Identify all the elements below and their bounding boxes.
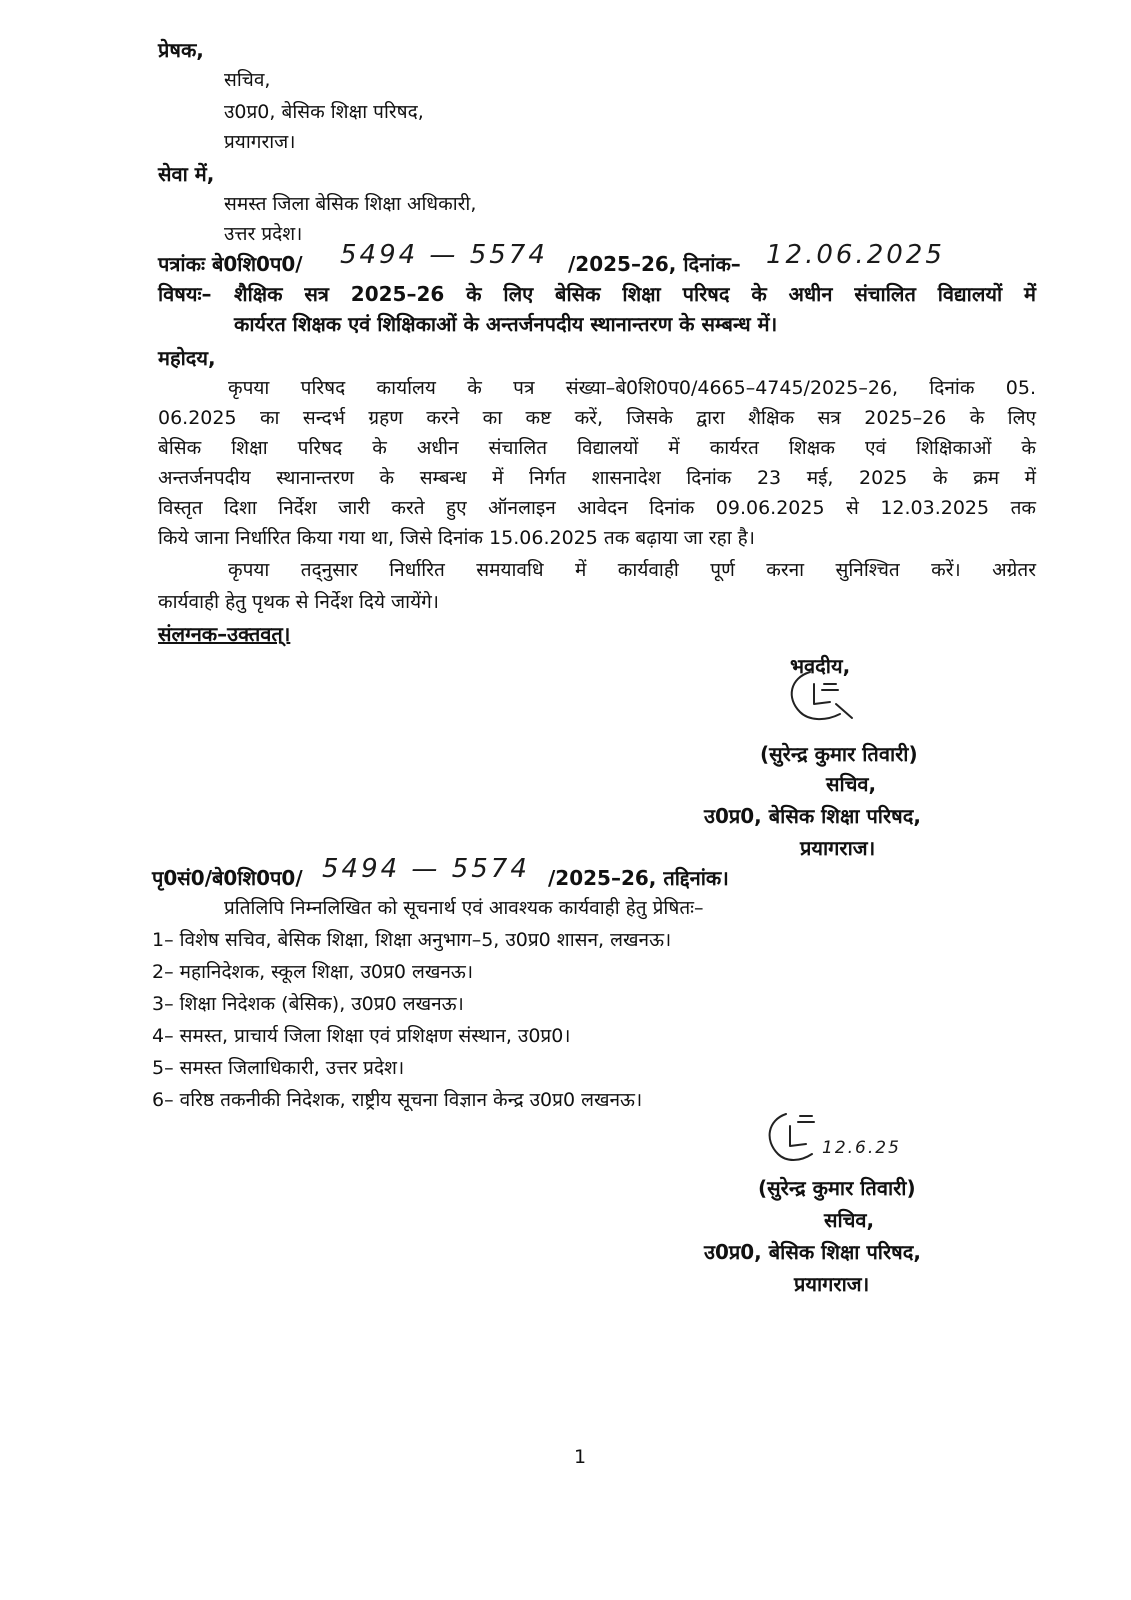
body-line: किये जाना निर्धारित किया गया था, जिसे दिनांक 15.06.2025 तक बढ़ाया जा रहा है। bbox=[158, 527, 755, 549]
recipient-label: सेवा में, bbox=[158, 162, 215, 186]
copy-list-item: 5– समस्त जिलाधिकारी, उत्तर प्रदेश। bbox=[152, 1057, 405, 1079]
signatory-name: (सुरेन्द्र कुमार तिवारी) bbox=[758, 1176, 916, 1200]
body-line: विस्तृत दिशा निर्देश जारी करते हुए ऑनलाइन आवेदन दिनांक 09.06.2025 से 12.03.2025 तक bbox=[158, 497, 1036, 519]
recipient-line: समस्त जिला बेसिक शिक्षा अधिकारी, bbox=[224, 193, 477, 215]
signatory-city: प्रयागराज। bbox=[794, 1272, 870, 1296]
signature-2 bbox=[760, 1108, 830, 1168]
copy-intro: प्रतिलिपि निम्नलिखित को सूचनार्थ एवं आवश्यक कार्यवाही हेतु प्रेषितः– bbox=[224, 897, 704, 919]
body-line: कृपया तद्नुसार निर्धारित समयावधि में कार्यवाही पूर्ण करना सुनिश्चित करें। अग्रेतर bbox=[228, 559, 1036, 581]
reference-session-date-label: /2025–26, दिनांक– bbox=[568, 252, 741, 276]
body-line: कृपया परिषद कार्यालय के पत्र संख्या–बे0शि0प0/4665–4745/2025–26, दिनांक 05. bbox=[228, 377, 1036, 399]
sender-label: प्रेषक, bbox=[158, 38, 204, 62]
page-number: 1 bbox=[573, 1446, 587, 1468]
signatory-designation: सचिव, bbox=[826, 772, 877, 796]
copy-list-item: 2– महानिदेशक, स्कूल शिक्षा, उ0प्र0 लखनऊ। bbox=[152, 961, 474, 983]
subject-label: विषयः– bbox=[158, 282, 212, 306]
copy-list-item: 4– समस्त, प्राचार्य जिला शिक्षा एवं प्रशिक्षण संस्थान, उ0प्र0। bbox=[152, 1025, 571, 1047]
body-line: कार्यवाही हेतु पृथक से निर्देश दिये जायेंगे। bbox=[158, 591, 439, 613]
copy-list-item: 3– शिक्षा निदेशक (बेसिक), उ0प्र0 लखनऊ। bbox=[152, 993, 464, 1015]
copy-list-item: 1– विशेष सचिव, बेसिक शिक्षा, शिक्षा अनुभाग–5, उ0प्र0 शासन, लखनऊ। bbox=[152, 929, 672, 951]
sender-line: उ0प्र0, बेसिक शिक्षा परिषद, bbox=[224, 101, 424, 123]
salutation: महोदय, bbox=[158, 346, 216, 370]
signatory-office: उ0प्र0, बेसिक शिक्षा परिषद, bbox=[704, 804, 921, 828]
signatory-name: (सुरेन्द्र कुमार तिवारी) bbox=[760, 742, 918, 766]
subject-line-2: कार्यरत शिक्षक एवं शिक्षिकाओं के अन्तर्जनपदीय स्थानान्तरण के सम्बन्ध में। bbox=[234, 312, 778, 336]
copy-list-item: 6– वरिष्ठ तकनीकी निदेशक, राष्ट्रीय सूचना विज्ञान केन्द्र उ0प्र0 लखनऊ। bbox=[152, 1089, 643, 1111]
body-line: अन्तर्जनपदीय स्थानान्तरण के सम्बन्ध में निर्गत शासनादेश दिनांक 23 मई, 2025 के क्रम में bbox=[158, 467, 1036, 489]
subject-line-1: शैक्षिक सत्र 2025–26 के लिए बेसिक शिक्षा परिषद के अधीन संचालित विद्यालयों में bbox=[234, 282, 1036, 306]
signature-1 bbox=[780, 668, 860, 728]
sender-line: प्रयागराज। bbox=[224, 131, 296, 153]
handwritten-letter-date: 12.06.2025 bbox=[766, 240, 945, 270]
signatory-designation: सचिव, bbox=[824, 1208, 875, 1232]
signatory-office: उ0प्र0, बेसिक शिक्षा परिषद, bbox=[704, 1240, 921, 1264]
copy-reference-prefix: पृ0सं0/बे0शि0प0/ bbox=[152, 866, 303, 890]
enclosure-note: संलग्नक–उक्तवत्। bbox=[158, 622, 291, 646]
copy-reference-suffix: /2025–26, तद्दिनांक। bbox=[548, 866, 729, 890]
handwritten-signature-date: 12.6.25 bbox=[822, 1138, 901, 1158]
signatory-city: प्रयागराज। bbox=[800, 836, 876, 860]
recipient-line: उत्तर प्रदेश। bbox=[224, 223, 303, 245]
body-line: 06.2025 का सन्दर्भ ग्रहण करने का कष्ट करें, जिसके द्वारा शैक्षिक सत्र 2025–26 के लिए bbox=[158, 407, 1036, 429]
handwritten-letter-number: 5494 — 5574 bbox=[340, 240, 548, 270]
reference-prefix: पत्रांकः बे0शि0प0/ bbox=[158, 252, 303, 276]
body-line: बेसिक शिक्षा परिषद के अधीन संचालित विद्यालयों में कार्यरत शिक्षक एवं शिक्षिकाओं के bbox=[158, 437, 1036, 459]
sender-line: सचिव, bbox=[224, 69, 271, 91]
handwritten-copy-number: 5494 — 5574 bbox=[322, 854, 530, 884]
closing-yours: भवदीय, bbox=[790, 654, 851, 678]
